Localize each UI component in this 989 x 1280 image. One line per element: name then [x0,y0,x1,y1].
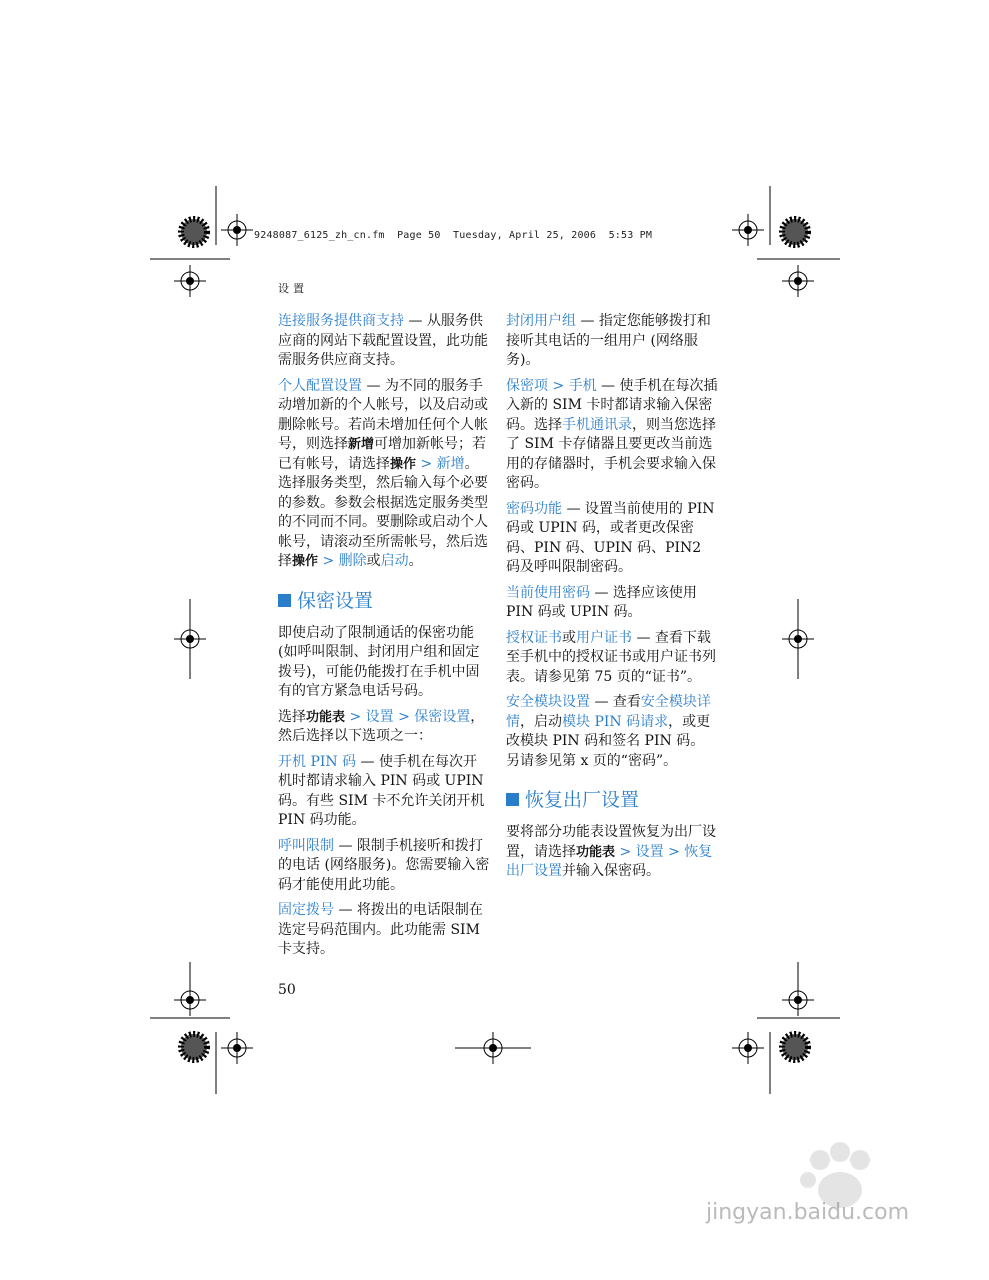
text: — 查看下载至手机中的授权证书或用户证书列表。请参见第 75 页的“证书”。 [506,629,716,685]
heading-security-settings [278,588,490,614]
square-bullet-icon [278,594,291,607]
starburst-top-left-icon [181,219,207,245]
link-authority-certificates[interactable]: 授权证书 [506,629,562,646]
link-add-new[interactable]: 新增 [436,455,465,472]
starburst-bottom-right-icon [782,1034,808,1060]
link-security-settings[interactable]: 保密设置 [414,708,471,725]
crosshair-left-middle-icon [174,599,206,679]
text: 或 [366,553,381,569]
text: — 查看 [590,694,641,710]
text: 选择 [278,708,306,725]
text: 。选择服务类型，然后输入每个必要的参数。参数会根据选定服务类型的不同而不同。要删除或启动个人帐号，请滚动至所需帐号，然后选择 [278,455,488,569]
separator: > [615,843,636,860]
paragraph-provider-support [278,312,490,371]
text: ，启动 [520,713,562,730]
separator: > [663,843,685,860]
paragraph-code-in-use [506,584,718,623]
text: 或 [562,629,576,646]
right-column [506,312,718,888]
starburst-top-right-icon [782,219,808,245]
link-pin-request[interactable]: 开机 PIN 码 [278,753,357,770]
text: ，或更改模块 PIN 码和签名 PIN 码。另请参见第 x 页的“密码”。 [506,713,711,769]
text: — 使手机在每次插入新的 SIM 卡时都请求输入保密码。选择 [506,377,718,433]
text: ，然后选择以下选项之一： [278,708,485,744]
paragraph-certificates [506,629,718,688]
text: ，则当您选择了 SIM 卡存储器且要更改当前选用的存储器时，手机会要求输入保密码。 [506,416,716,491]
text: 并输入保密码。 [562,863,660,879]
separator: > [548,377,569,394]
text: — 选择应该使用 PIN 码或 UPIN 码。 [506,584,697,620]
bold-options-2: 操作 [292,554,319,569]
section-label: 设置 [278,282,308,295]
link-activate[interactable]: 启动 [380,553,409,569]
link-fixed-dialing[interactable]: 固定拨号 [278,902,334,918]
text: 可增加新帐号；若已有帐号，请选择 [278,436,487,472]
link-personal-config[interactable]: 个人配置设置 [278,377,362,394]
heading-restore-factory [506,787,718,813]
crosshair-right-middle-icon [782,599,814,679]
text: — 限制手机接听和拨打的电话 (网络服务)。您需要输入密码才能使用此功能。 [278,837,490,893]
crosshair-bottom-center-icon [455,1032,531,1064]
left-column [278,312,490,966]
paragraph-personal-config [278,377,490,572]
paragraph-access-codes [506,500,718,578]
text: — 从服务供应商的网站下载配置设置，此功能需服务供应商支持。 [278,313,488,368]
bold-menu: 功能表 [306,709,346,725]
link-security-module-details[interactable]: 安全模块详情 [506,694,711,730]
link-phone-contacts[interactable]: 手机通讯录 [562,416,632,433]
text: — 将拨出的电话限制在选定号码范围内。此功能需 SIM 卡支持。 [278,902,483,957]
paragraph-closed-user-group [506,312,718,371]
link-call-barring[interactable]: 呼叫限制 [278,837,334,854]
paragraph-security-intro: 即使启动了限制通话的保密功能 (如呼叫限制、封闭用户组和固定拨号)，可能仍能拨打在手机中固有的官方紧急电话号码。 [278,624,480,699]
link-security-level[interactable]: 保密项 [506,377,548,394]
bold-new: 新增 [348,437,375,452]
watermark-text: jingyan.baidu.com [706,1200,910,1225]
paragraph-security-module [506,693,718,771]
crosshair-left-upper-icon [174,265,206,297]
link-delete[interactable]: 删除 [338,553,367,569]
link-access-codes[interactable]: 密码功能 [506,500,562,517]
separator: > [393,708,415,725]
paragraph-pin-request [278,753,490,831]
link-phone[interactable]: 手机 [568,377,597,394]
link-security-module-settings[interactable]: 安全模块设置 [506,694,590,710]
crosshair-right-upper-icon [782,265,814,297]
link-settings[interactable]: 设置 [635,843,664,860]
page-number: 50 [278,982,296,998]
crosshair-top-left-icon [221,214,253,246]
bold-menu: 功能表 [576,844,616,860]
separator: > [318,553,339,569]
link-restore-factory[interactable]: 恢复出厂设置 [506,843,713,879]
crosshair-left-lower-icon [174,962,206,1016]
paragraph-security-level [506,377,718,494]
crop-lines [150,186,840,1094]
baidu-watermark-logo [700,1130,950,1250]
square-bullet-icon [506,793,519,806]
link-provider-support[interactable]: 连接服务提供商支持 [278,313,404,329]
separator: > [345,708,366,725]
bold-options: 操作 [390,456,417,472]
crosshair-right-lower-icon [782,962,814,1016]
text: — 设置当前使用的 PIN 码或 UPIN 码，或者更改保密码、PIN 码、UPIN 码、PIN2 码及呼叫限制密码。 [506,500,715,575]
separator: > [416,455,437,472]
text: — 为不同的服务手动增加新的个人帐号，以及启动或删除帐号。若尚未增加任何个人帐号，则选择 [278,377,488,452]
text: 要将部分功能表设置恢复为出厂设置，请选择 [506,824,716,860]
text: — 指定您能够拨打和接听其电话的一组用户 (网络服务)。 [506,313,711,368]
paragraph-select-menu [278,708,490,747]
link-closed-user-group[interactable]: 封闭用户组 [506,313,576,329]
text: 。 [408,553,423,569]
link-module-pin-request[interactable]: 模块 PIN 码请求 [562,713,669,730]
link-code-in-use[interactable]: 当前使用密码 [506,584,590,601]
link-user-certificates[interactable]: 用户证书 [576,629,632,646]
crosshair-top-right-icon [732,214,764,246]
link-settings[interactable]: 设置 [365,708,394,725]
paragraph-restore-factory [506,823,718,882]
crosshair-bottom-right-icon [732,1032,764,1064]
paragraph-fixed-dialing [278,901,490,960]
file-info-line: 9248087_6125_zh_cn.fm Page 50 Tuesday, April 25, 2006 5:53 PM [254,230,653,241]
paragraph-call-barring [278,837,490,896]
text: — 使手机在每次开机时都请求输入 PIN 码或 UPIN 码。有些 SIM 卡不允许关闭开机 PIN 码功能。 [278,753,485,828]
starburst-bottom-left-icon [181,1034,207,1060]
heading-text: 保密设置 [297,589,374,612]
heading-text: 恢复出厂设置 [525,789,640,811]
crosshair-bottom-left-icon [221,1032,253,1064]
